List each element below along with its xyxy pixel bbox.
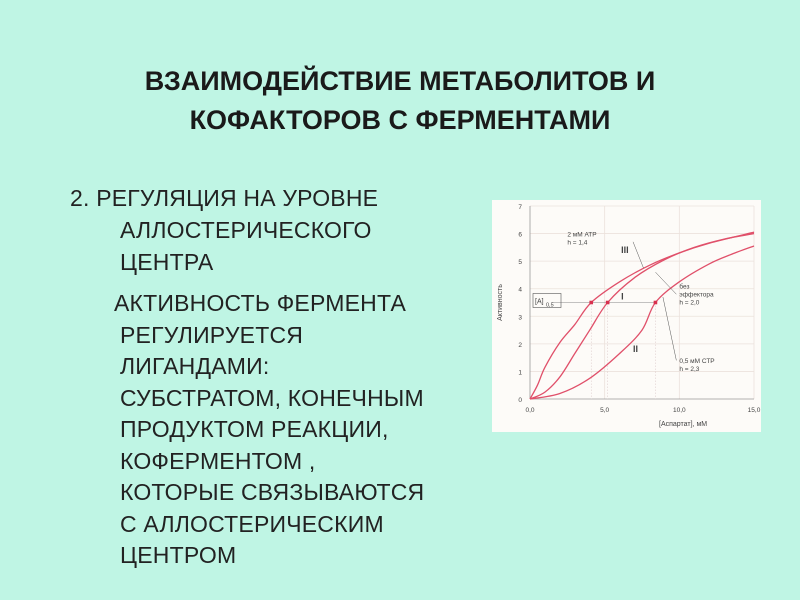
y-tick-label: 5 xyxy=(518,259,522,267)
annotation-leader-I xyxy=(655,272,676,294)
y-tick-label: 6 xyxy=(518,231,522,239)
half-activity-subscript: 0,5 xyxy=(546,302,554,309)
para-line-2: РЕГУЛИРУЕТСЯ xyxy=(120,321,304,348)
series-line-1 xyxy=(530,232,754,399)
y-axis-title: Активность xyxy=(497,284,504,321)
y-tick-label: 2 xyxy=(518,341,522,349)
half-activity-point xyxy=(654,301,658,305)
annotation-series-II: 0,5 мМ СТР xyxy=(679,358,715,366)
enzyme-activity-chart xyxy=(492,200,761,432)
x-axis-title: [Аспартат], мМ xyxy=(659,421,708,428)
regulation-point xyxy=(70,182,490,278)
x-tick-label: 0,0 xyxy=(525,407,535,414)
point-line-2: АЛЛОСТЕРИЧЕСКОГО xyxy=(120,217,372,243)
x-tick-label: 5,0 xyxy=(600,407,610,414)
x-tick-label: 15,0 xyxy=(747,407,761,414)
activity-paragraph xyxy=(70,288,490,572)
annotation-series-I: эффектора xyxy=(679,291,714,299)
annotation-series-III: h = 1,4 xyxy=(567,239,588,247)
annotation-leader-II xyxy=(663,297,676,360)
chart-svg xyxy=(492,200,761,432)
y-tick-label: 3 xyxy=(518,314,522,322)
point-line-1: РЕГУЛЯЦИЯ НА УРОВНЕ xyxy=(96,185,379,211)
half-activity-label: [A] xyxy=(535,298,544,306)
y-tick-label: 0 xyxy=(518,397,522,404)
para-line-4: СУБСТРАТОМ, КОНЕЧНЫМ xyxy=(120,384,424,411)
point-number: 2. xyxy=(70,185,90,211)
para-line-8: С АЛЛОСТЕРИЧЕСКИМ xyxy=(120,510,384,537)
series-label-III: III xyxy=(621,244,629,255)
half-activity-point xyxy=(606,301,610,305)
series-label-II: II xyxy=(633,344,639,355)
annotation-series-I: h = 2,0 xyxy=(679,299,700,307)
annotation-leader-III xyxy=(633,242,643,268)
slide-body xyxy=(70,182,490,572)
para-line-3: ЛИГАНДАМИ: xyxy=(120,353,270,379)
para-line-9: ЦЕНТРОМ xyxy=(120,542,237,568)
half-activity-point xyxy=(589,301,593,305)
title-line-1: ВЗАИМОДЕЙСТВИЕ МЕТАБОЛИТОВ И xyxy=(144,66,656,96)
series-label-I: I xyxy=(621,291,624,302)
chart-curves xyxy=(530,232,754,399)
para-line-7: КОТОРЫЕ СВЯЗЫВАЮТСЯ xyxy=(120,479,425,505)
y-tick-label: 1 xyxy=(518,369,522,377)
slide-title xyxy=(40,62,760,140)
para-line-1: АКТИВНОСТЬ ФЕРМЕНТА xyxy=(114,290,406,316)
y-tick-label: 7 xyxy=(518,204,522,211)
annotation-series-II: h = 2,3 xyxy=(679,366,700,374)
y-tick-label: 4 xyxy=(518,286,522,294)
title-line-2: КОФАКТОРОВ С ФЕРМЕНТАМИ xyxy=(189,105,611,135)
para-line-6: КОФЕРМЕНТОМ , xyxy=(120,447,316,474)
annotation-series-III: 2 мМ АТР xyxy=(567,231,597,239)
point-line-3: ЦЕНТРА xyxy=(120,249,214,275)
half-activity-guides xyxy=(552,303,655,400)
annotation-series-I: без xyxy=(679,283,690,291)
x-tick-label: 10,0 xyxy=(673,407,686,414)
para-line-5: ПРОДУКТОМ РЕАКЦИИ, xyxy=(120,416,389,442)
